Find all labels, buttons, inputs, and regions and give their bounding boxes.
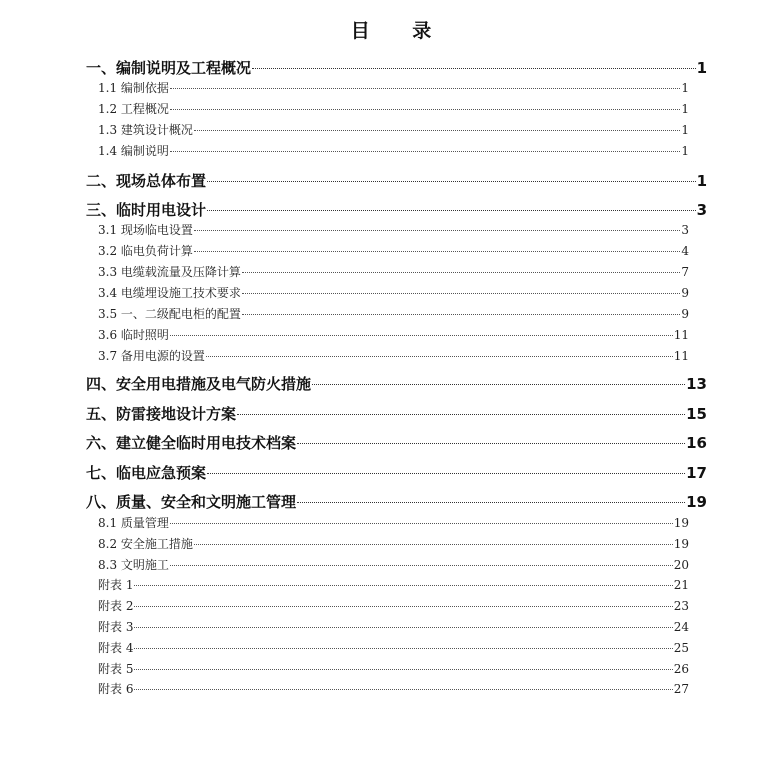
toc-entry-page-number: 1 (696, 59, 707, 77)
dot-leader (242, 272, 680, 273)
toc-chapter-entry[interactable] (86, 58, 707, 78)
toc-entry-label: 七、临电应急预案 (86, 464, 207, 482)
toc-section-entry[interactable] (98, 661, 689, 677)
toc-entry-page-number: 25 (673, 641, 689, 655)
toc-entry-label: 1.4 编制说明 (98, 144, 169, 158)
dot-leader (134, 627, 672, 628)
toc-chapter-entry[interactable] (86, 433, 707, 453)
toc-entry-page-number: 1 (681, 144, 689, 158)
toc-entry-page-number: 3 (681, 223, 689, 237)
toc-section-entry[interactable] (98, 536, 689, 552)
toc-entry-page-number: 9 (681, 286, 689, 300)
toc-section-entry[interactable] (98, 222, 689, 238)
toc-entry-label: 二、现场总体布置 (86, 172, 207, 190)
dot-leader (170, 523, 673, 524)
toc-entry-label: 3.2 临电负荷计算 (98, 244, 193, 258)
toc-entry-label: 3.7 备用电源的设置 (98, 349, 205, 363)
dot-leader (297, 502, 685, 503)
toc-chapter-entry[interactable] (86, 463, 707, 483)
toc-entry-label: 一、编制说明及工程概况 (86, 59, 252, 77)
toc-entry-label: 附表 6 (98, 682, 134, 696)
toc-entry-page-number: 24 (673, 620, 689, 634)
toc-section-entry[interactable] (98, 243, 689, 259)
toc-entry-page-number: 15 (686, 405, 707, 423)
toc-entry-page-number: 19 (686, 493, 707, 511)
toc-entry-label: 三、临时用电设计 (86, 201, 207, 219)
toc-entry-label: 3.4 电缆埋设施工技术要求 (98, 286, 241, 300)
dot-leader (194, 251, 680, 252)
toc-entry-label: 3.1 现场临电设置 (98, 223, 193, 237)
toc-section-entry[interactable] (98, 327, 689, 343)
dot-leader (194, 544, 673, 545)
toc-section-entry[interactable] (98, 285, 689, 301)
toc-entry-label: 1.1 编制依据 (98, 81, 169, 95)
toc-entry-page-number: 16 (686, 434, 707, 452)
dot-leader (252, 68, 696, 69)
toc-section-entry[interactable] (98, 681, 689, 697)
dot-leader (170, 335, 673, 336)
dot-leader (134, 669, 672, 670)
toc-section-entry[interactable] (98, 577, 689, 593)
toc-entry-page-number: 19 (673, 516, 689, 530)
dot-leader (170, 565, 673, 566)
toc-entry-page-number: 13 (686, 375, 707, 393)
toc-section-entry[interactable] (98, 143, 689, 159)
toc-chapter-entry[interactable] (86, 171, 707, 191)
toc-section-entry[interactable] (98, 101, 689, 117)
toc-section-entry[interactable] (98, 80, 689, 96)
toc-chapter-entry[interactable] (86, 374, 707, 394)
toc-entry-label: 8.1 质量管理 (98, 516, 169, 530)
toc-entry-page-number: 7 (681, 265, 689, 279)
toc-entry-label: 附表 2 (98, 599, 134, 613)
toc-entry-page-number: 17 (686, 464, 707, 482)
toc-entry-page-number: 26 (673, 662, 689, 676)
toc-chapter-entry[interactable] (86, 200, 707, 220)
toc-entry-label: 附表 4 (98, 641, 134, 655)
dot-leader (242, 293, 680, 294)
dot-leader (207, 210, 696, 211)
toc-entry-page-number: 21 (673, 578, 689, 592)
toc-entry-page-number: 1 (681, 123, 689, 137)
dot-leader (134, 689, 672, 690)
dot-leader (237, 414, 685, 415)
toc-entry-label: 附表 5 (98, 662, 134, 676)
toc-chapter-entry[interactable] (86, 404, 707, 424)
toc-entry-label: 附表 1 (98, 578, 134, 592)
dot-leader (207, 181, 696, 182)
toc-entry-page-number: 9 (681, 307, 689, 321)
toc-section-entry[interactable] (98, 619, 689, 635)
dot-leader (194, 230, 680, 231)
dot-leader (170, 151, 680, 152)
toc-section-entry[interactable] (98, 348, 689, 364)
dot-leader (207, 473, 685, 474)
toc-entry-page-number: 27 (673, 682, 689, 696)
toc-section-entry[interactable] (98, 598, 689, 614)
toc-entry-page-number: 20 (673, 558, 689, 572)
toc-entry-label: 1.3 建筑设计概况 (98, 123, 193, 137)
toc-entry-label: 五、防雷接地设计方案 (86, 405, 237, 423)
toc-section-entry[interactable] (98, 515, 689, 531)
toc-entry-page-number: 11 (673, 328, 689, 342)
dot-leader (242, 314, 680, 315)
toc-entry-page-number: 3 (696, 201, 707, 219)
toc-entry-label: 八、质量、安全和文明施工管理 (86, 493, 297, 511)
toc-chapter-entry[interactable] (86, 492, 707, 512)
toc-section-entry[interactable] (98, 640, 689, 656)
toc-entry-label: 8.3 文明施工 (98, 558, 169, 572)
dot-leader (206, 356, 673, 357)
toc-entry-page-number: 4 (681, 244, 689, 258)
dot-leader (134, 606, 672, 607)
toc-entry-page-number: 1 (681, 102, 689, 116)
toc-entry-label: 3.5 一、二级配电柜的配置 (98, 307, 241, 321)
dot-leader (170, 109, 680, 110)
dot-leader (312, 384, 685, 385)
toc-section-entry[interactable] (98, 264, 689, 280)
toc-entry-page-number: 23 (673, 599, 689, 613)
toc-entry-page-number: 1 (681, 81, 689, 95)
toc-entry-label: 六、建立健全临时用电技术档案 (86, 434, 297, 452)
dot-leader (134, 648, 672, 649)
dot-leader (297, 443, 685, 444)
dot-leader (170, 88, 680, 89)
dot-leader (134, 585, 672, 586)
toc-entry-label: 附表 3 (98, 620, 134, 634)
toc-entry-page-number: 11 (673, 349, 689, 363)
toc-section-entry[interactable] (98, 557, 689, 573)
toc-title: 目 录 (350, 20, 450, 42)
toc-entry-label: 3.6 临时照明 (98, 328, 169, 342)
toc-entry-label: 1.2 工程概况 (98, 102, 169, 116)
toc-entry-label: 四、安全用电措施及电气防火措施 (86, 375, 312, 393)
toc-entry-page-number: 1 (696, 172, 707, 190)
toc-entry-label: 8.2 安全施工措施 (98, 537, 193, 551)
toc-section-entry[interactable] (98, 122, 689, 138)
dot-leader (194, 130, 680, 131)
toc-section-entry[interactable] (98, 306, 689, 322)
toc-entry-page-number: 19 (673, 537, 689, 551)
toc-entry-label: 3.3 电缆载流量及压降计算 (98, 265, 241, 279)
